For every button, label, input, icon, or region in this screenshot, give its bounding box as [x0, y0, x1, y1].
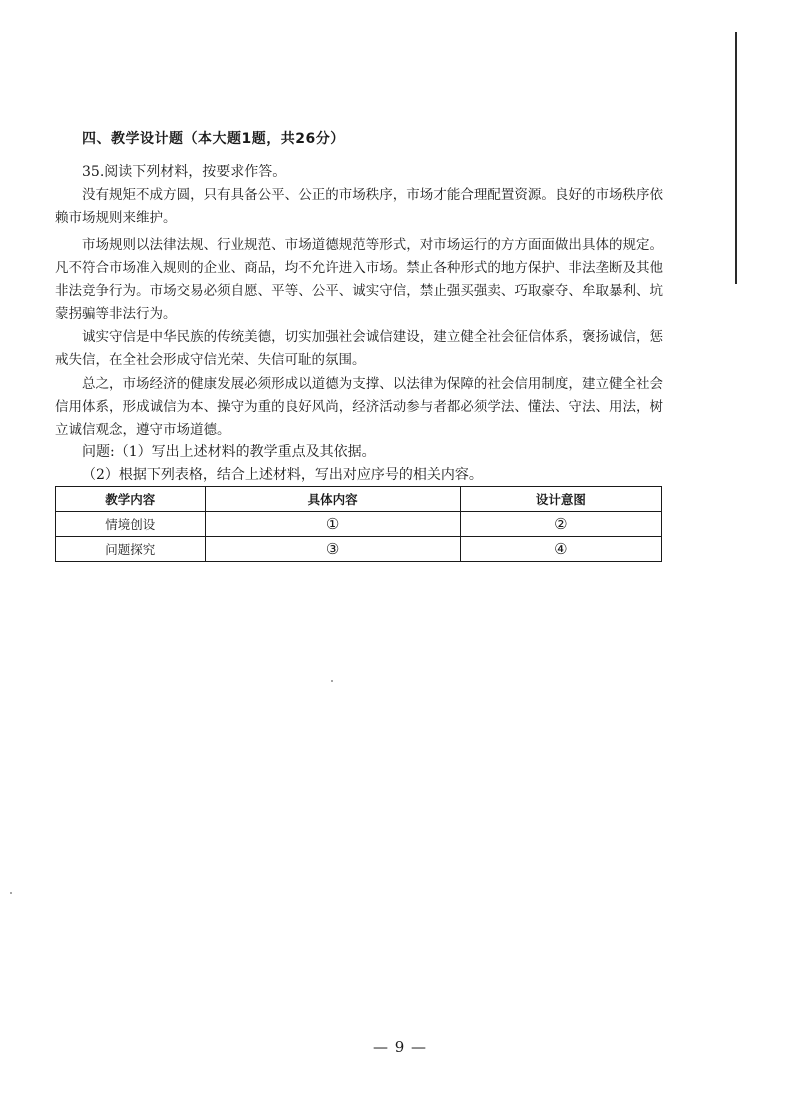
table-cell: ③: [205, 537, 460, 562]
scan-speck: [10, 892, 12, 894]
material-paragraph-2: 市场规则以法律法规、行业规范、市场道德规范等形式，对市场运行的方方面面做出具体的规定。凡不符合市场准入规则的企业、商品，均不允许进入市场。禁止各种形式的地方保护、非法垄断及其他非法竞争行为。市场交易必须自愿、平等、公平、诚实守信，禁止强买强卖、巧取豪夺、牟取暴利、坑蒙拐骗等非法行为。: [55, 237, 663, 322]
page-number: — 9 —: [372, 1038, 428, 1056]
scan-speck: [331, 680, 333, 682]
table-header-cell: 设计意图: [460, 487, 661, 512]
table-cell: 情境创设: [56, 512, 206, 537]
table-cell: ②: [460, 512, 661, 537]
table-header-row: [56, 487, 662, 512]
table-cell: 问题探究: [56, 537, 206, 562]
table-row: [56, 537, 662, 562]
material-paragraph-4: 总之，市场经济的健康发展必须形成以道德为支撑、以法律为保障的社会信用制度，建立健全社会信用体系，形成诚信为本、操守为重的良好风尚，经济活动参与者都必须学法、懂法、守法、用法，树立诚信观念，遵守市场道德。: [55, 376, 663, 438]
table-header-cell: 教学内容: [56, 487, 206, 512]
question-title: 35.阅读下列材料，按要求作答。: [82, 164, 287, 180]
table-cell: ①: [205, 512, 460, 537]
table-header-cell: 具体内容: [205, 487, 460, 512]
scan-edge-line: [735, 32, 737, 284]
table-row: [56, 512, 662, 537]
question-part-1: 问题:（1）写出上述材料的教学重点及其依据。: [82, 444, 376, 460]
table-cell: ④: [460, 537, 661, 562]
design-table: [55, 486, 662, 562]
material-paragraph-3: 诚实守信是中华民族的传统美德，切实加强社会诚信建设，建立健全社会征信体系，褒扬诚信，惩戒失信，在全社会形成守信光荣、失信可耻的氛围。: [55, 329, 663, 368]
question-part-2: （2）根据下列表格，结合上述材料，写出对应序号的相关内容。: [82, 467, 483, 483]
section-heading: 四、教学设计题（本大题1题，共26分）: [82, 131, 345, 147]
material-paragraph-1: 没有规矩不成方圆，只有具备公平、公正的市场秩序，市场才能合理配置资源。良好的市场秩序依赖市场规则来维护。: [55, 187, 663, 226]
